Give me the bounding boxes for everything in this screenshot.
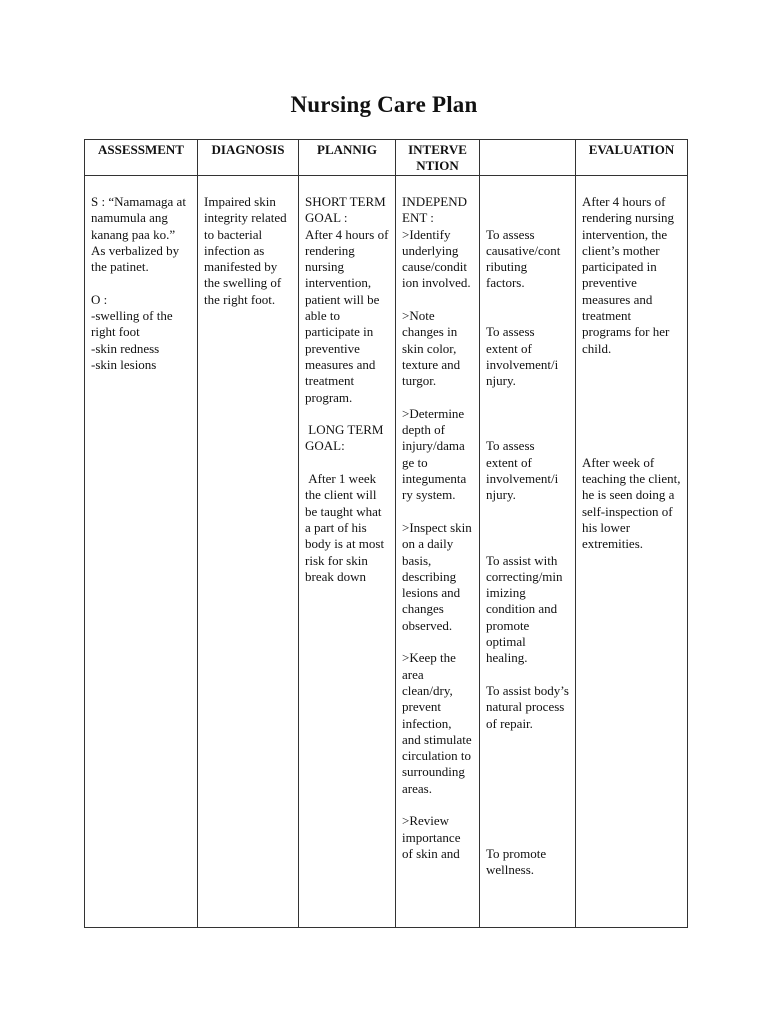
evaluation-cell: [576, 176, 688, 928]
long-term-goal-text: After 1 week the client will be taught what a part of his body is at most risk for skin break down: [305, 471, 388, 584]
evaluation-item: After week of teaching the client, he is seen doing a self-inspection of his lower extremities.: [582, 454, 681, 552]
rationale-item: To assess extent of involvement/i njury.: [486, 324, 559, 389]
objective-item: -skin redness: [91, 340, 160, 356]
diagnosis-text: Impaired skin integrity related to bacterial infection as manifested by the swelling of the right foot.: [204, 194, 287, 307]
intervention-item: >Note changes in skin color, texture and turgor.: [402, 308, 461, 389]
intervention-item: >Review importance of skin and: [402, 813, 461, 861]
objective-item: -skin lesions: [91, 356, 157, 372]
header-rationale: [480, 140, 576, 176]
evaluation-item: After 4 hours of rendering nursing intervention, the client’s mother participated in preventive measures and treatment programs for her child.: [582, 194, 675, 356]
header-evaluation: EVALUATION: [576, 140, 688, 176]
short-term-goal-label: SHORT TERM GOAL :: [305, 194, 386, 226]
rationale-item: To assess extent of involvement/i njury.: [486, 438, 559, 503]
rationale-item: To assist with correcting/min imizing condition and promote optimal healing.: [486, 552, 563, 666]
intervention-cell: [396, 176, 480, 928]
rationale-item: To promote wellness.: [486, 845, 547, 878]
intervention-item: >Keep the area clean/dry, prevent infection, and stimulate circulation to surrounding areas.: [402, 650, 472, 796]
intervention-item: >Inspect skin on a daily basis, describing lesions and changes observed.: [402, 519, 472, 633]
subjective-data: S : “Namamaga at namumula ang kanang paa ko.” As verbalized by the patinet.: [91, 194, 186, 275]
planning-cell: [299, 176, 396, 928]
nursing-care-plan-table: [84, 139, 688, 928]
intervention-item: >Identify underlying cause/condit ion involved.: [402, 226, 471, 291]
objective-item: -swelling of the right foot: [91, 308, 173, 340]
care-plan-row: [85, 176, 688, 928]
intervention-label: INDEPEND ENT :: [402, 194, 467, 226]
short-term-goal-text: After 4 hours of rendering nursing intervention, patient will be able to participate in preventive measures and treatment program.: [305, 226, 389, 405]
objective-label: O :: [91, 291, 108, 307]
header-planning: PLANNIG: [299, 140, 396, 176]
document-title: Nursing Care Plan: [290, 92, 478, 117]
rationale-item: To assess causative/cont ributing factors.: [486, 226, 561, 291]
header-row: [85, 140, 688, 176]
rationale-cell: [480, 176, 576, 928]
assessment-cell: [85, 176, 198, 928]
intervention-item: >Determine depth of injury/dama ge to integumenta ry system.: [402, 405, 467, 503]
rationale-item: To assist body’s natural process of repair.: [486, 682, 569, 731]
header-intervention: INTERVE NTION: [396, 140, 480, 176]
diagnosis-cell: [198, 176, 299, 928]
header-assessment: ASSESSMENT: [85, 140, 198, 176]
header-diagnosis: DIAGNOSIS: [198, 140, 299, 176]
long-term-goal-label: LONG TERM GOAL:: [305, 422, 387, 454]
